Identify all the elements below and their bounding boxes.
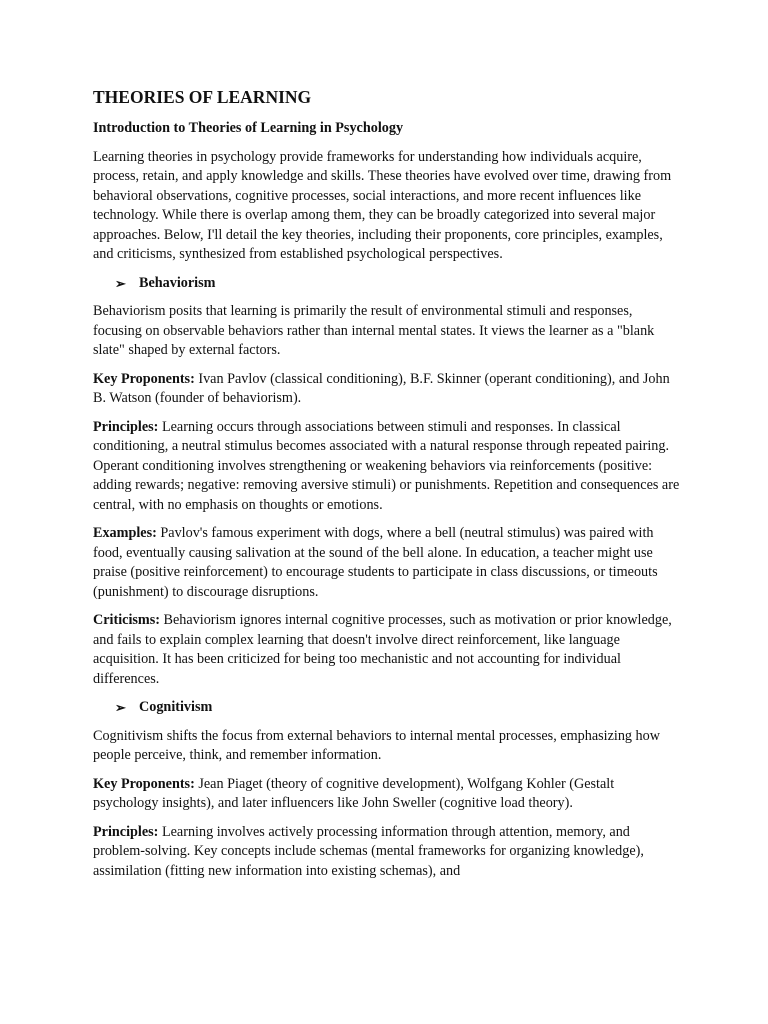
label: Principles: — [93, 823, 159, 840]
label: Criticisms: — [93, 612, 160, 628]
behaviorism-description: Behaviorism posits that learning is primarily the result of environmental stimuli and responses, focusing on observable behaviors rather than internal mental states. It views the learner as a "blank slate" shaped by external factors. — [93, 303, 655, 358]
section-heading-cognitivism — [93, 698, 683, 718]
intro-paragraph: Learning theories in psychology provide frameworks for understanding how individuals acquire, process, retain, and apply knowledge and skills. These theories have evolved over time, drawing from behavioral observations, cognitive processes, social interactions, and more recent influences like technology. While there is overlap among them, they can be broadly categorized into several major approaches. Below, I'll detail the key theories, including their proponents, core principles, examples, and criticisms, synthesized from established psychological perspectives. — [93, 148, 672, 262]
label: Key Proponents: — [93, 775, 195, 792]
text: Learning involves actively processing information through attention, memory, and problem-solving. Key concepts include schemas (mental frameworks for organizing knowledge), assimilation (fitting new information into existing schemas), and — [93, 823, 644, 879]
section-title: Cognitivism — [139, 699, 213, 715]
arrow-bullet-icon: ➢ — [115, 275, 126, 291]
cognitivism-description: Cognitivism shifts the focus from external behaviors to internal mental processes, emphasizing how people perceive, think, and remember information. — [93, 727, 660, 763]
cognitivism-principles — [93, 823, 683, 882]
behaviorism-proponents — [93, 370, 683, 409]
section-title: Behaviorism — [139, 274, 216, 291]
text: Ivan Pavlov (classical conditioning), B.F. Skinner (operant conditioning), and John B. Watson (founder of behaviorism). — [93, 370, 670, 406]
text: Jean Piaget (theory of cognitive development), Wolfgang Kohler (Gestalt psychology insights), and later influencers like John Sweller (cognitive load theory). — [93, 775, 615, 811]
label: Examples: — [93, 525, 157, 541]
arrow-bullet-icon: ➢ — [115, 700, 126, 715]
label: Principles: — [93, 418, 159, 435]
document-title: THEORIES OF LEARNING — [93, 87, 312, 107]
document-body — [93, 86, 683, 890]
behaviorism-criticisms — [93, 611, 683, 689]
text: Pavlov's famous experiment with dogs, where a bell (neutral stimulus) was paired with food, eventually causing salivation at the sound of the bell alone. In education, a teacher might use praise (positive reinforcement) to encourage students to participate in class discussions, or timeouts (punishment) to discourage disruptions. — [93, 525, 658, 600]
document-subtitle: Introduction to Theories of Learning in Psychology — [93, 120, 404, 136]
text: Behaviorism ignores internal cognitive processes, such as motivation or prior knowledge, and fails to explain complex learning that doesn't involve direct reinforcement, like language acquisition. It has been criticized for being too mechanistic and not accounting for individual differences. — [93, 612, 672, 687]
text: Learning occurs through associations between stimuli and responses. In classical conditioning, a neutral stimulus becomes associated with a natural response through repeated pairing. Operant conditioning involves strengthening or weakening behaviors via reinforcements (positive: adding rewards; negative: removing aversive stimuli) or punishments. Repetition and consequences are central, with no emphasis on thoughts or emotions. — [93, 418, 680, 513]
cognitivism-proponents — [93, 775, 683, 814]
behaviorism-examples — [93, 524, 683, 602]
section-heading-behaviorism — [93, 274, 683, 294]
behaviorism-principles — [93, 418, 683, 516]
label: Key Proponents: — [93, 370, 195, 387]
